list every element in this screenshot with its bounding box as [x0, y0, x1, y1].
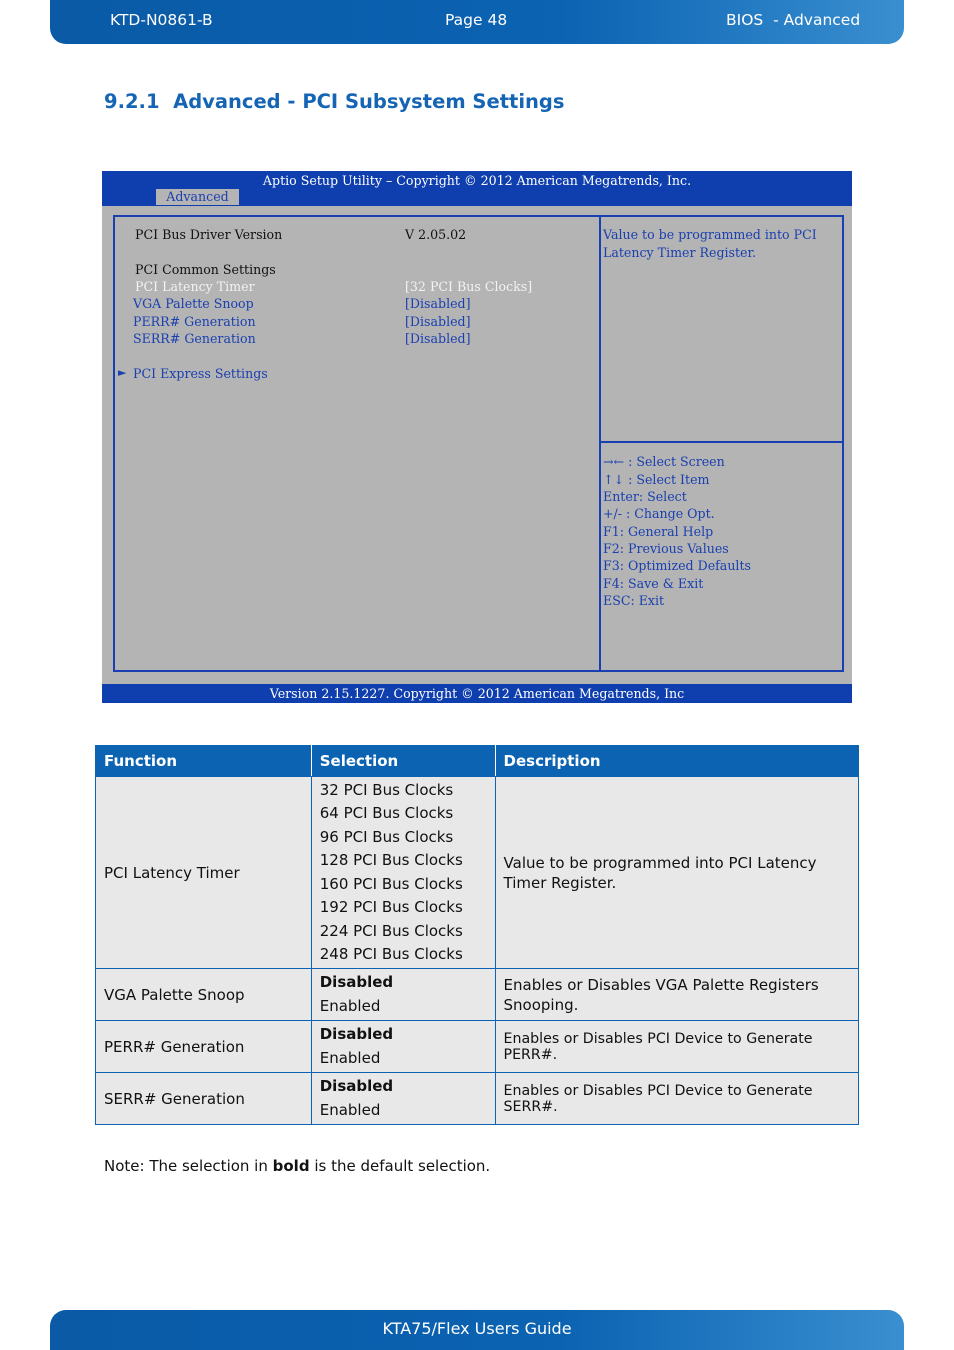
section-title: 9.2.1 Advanced - PCI Subsystem Settings: [104, 90, 565, 113]
default-option: Disabled: [319, 1025, 394, 1043]
column-header-selection: Selection: [311, 746, 495, 777]
bios-item-serr-generation[interactable]: SERR# Generation: [133, 331, 256, 346]
bios-key-f2: F2: Previous Values: [603, 541, 729, 556]
bios-key-esc: ESC: Exit: [603, 593, 665, 608]
default-selection-note: [104, 1157, 490, 1175]
table-header-row: [96, 746, 859, 777]
table-row: [96, 1021, 859, 1073]
bios-label-common-settings: PCI Common Settings: [135, 262, 276, 277]
selection-cell: [311, 1021, 495, 1073]
option: 64 PCI Bus Clocks: [319, 804, 454, 822]
option: 192 PCI Bus Clocks: [319, 898, 463, 916]
page-footer: KTA75/Flex Users Guide: [50, 1310, 904, 1350]
bios-label-driver-version: PCI Bus Driver Version: [135, 227, 283, 242]
function-cell: SERR# Generation: [96, 1073, 312, 1125]
description-cell: Enables or Disables VGA Palette Registers Snooping.: [495, 969, 858, 1021]
bios-item-vga-palette-snoop[interactable]: VGA Palette Snoop: [133, 296, 254, 311]
selection-cell: [311, 1073, 495, 1125]
option: 32 PCI Bus Clocks: [319, 780, 454, 799]
bios-key-select-item: ↑↓ : Select Item: [603, 472, 710, 487]
note-text-after: is the default selection.: [309, 1157, 491, 1175]
bios-item-perr-generation[interactable]: PERR# Generation: [133, 314, 256, 329]
page-number: Page 48: [445, 11, 508, 29]
table-row: [96, 969, 859, 1021]
function-cell: PERR# Generation: [96, 1021, 312, 1073]
bios-key-enter: Enter: Select: [603, 489, 687, 504]
table-row: [96, 1073, 859, 1125]
bios-title: Aptio Setup Utility – Copyright © 2012 American Megatrends, Inc.: [262, 173, 692, 188]
bios-key-change-opt: +/- : Change Opt.: [603, 506, 715, 521]
bios-screenshot: [102, 171, 852, 703]
option: Enabled: [319, 996, 381, 1015]
table-row: [96, 777, 859, 969]
description-cell: Enables or Disables PCI Device to Generate PERR#.: [495, 1021, 858, 1073]
settings-table: [95, 745, 859, 1125]
selection-cell: [311, 969, 495, 1021]
bios-tab-advanced[interactable]: Advanced: [156, 189, 239, 205]
default-option: Disabled: [319, 973, 394, 991]
bios-value-serr-generation[interactable]: [Disabled]: [405, 331, 471, 346]
option: Enabled: [319, 1100, 381, 1119]
option: 224 PCI Bus Clocks: [319, 921, 463, 940]
bios-help-line-1: Value to be programmed into PCI: [603, 227, 817, 242]
default-option: Disabled: [319, 1077, 394, 1095]
column-header-function: Function: [96, 746, 312, 777]
page-header: [50, 0, 904, 44]
description-cell: Value to be programmed into PCI Latency Timer Register.: [495, 777, 858, 969]
option: Enabled: [319, 1048, 381, 1067]
bios-submenu-pci-express[interactable]: PCI Express Settings: [133, 366, 268, 381]
header-section: BIOS - Advanced: [726, 11, 861, 29]
bios-divider-horizontal: [599, 441, 844, 443]
option: 160 PCI Bus Clocks: [319, 874, 463, 893]
bios-divider-vertical: [599, 215, 601, 672]
bios-value-perr-generation[interactable]: [Disabled]: [405, 314, 471, 329]
bios-title-bar: [102, 171, 852, 206]
bios-value-vga-palette-snoop[interactable]: [Disabled]: [405, 296, 471, 311]
bios-key-select-screen: →← : Select Screen: [603, 454, 725, 469]
bios-version-bar: Version 2.15.1227. Copyright © 2012 American Megatrends, Inc: [102, 684, 852, 703]
bios-key-f4: F4: Save & Exit: [603, 576, 704, 591]
selection-cell: [311, 777, 495, 969]
note-text-before: Note: The selection in: [104, 1157, 273, 1175]
doc-id: KTD-N0861-B: [110, 11, 213, 29]
bios-value-driver-version: V 2.05.02: [405, 227, 467, 242]
option: 248 PCI Bus Clocks: [319, 945, 463, 963]
submenu-arrow-icon: ►: [118, 366, 127, 379]
function-cell: PCI Latency Timer: [96, 777, 312, 969]
function-cell: VGA Palette Snoop: [96, 969, 312, 1021]
column-header-description: Description: [495, 746, 858, 777]
option: 96 PCI Bus Clocks: [319, 827, 454, 846]
option: 128 PCI Bus Clocks: [319, 851, 463, 869]
bios-key-f1: F1: General Help: [603, 524, 714, 539]
bios-item-latency-timer[interactable]: PCI Latency Timer: [135, 279, 255, 294]
bios-key-f3: F3: Optimized Defaults: [603, 558, 751, 573]
description-cell: Enables or Disables PCI Device to Generate SERR#.: [495, 1073, 858, 1125]
bios-help-line-2: Latency Timer Register.: [603, 245, 757, 260]
bios-value-latency-timer[interactable]: [32 PCI Bus Clocks]: [405, 279, 533, 294]
note-text-bold: bold: [272, 1157, 310, 1175]
